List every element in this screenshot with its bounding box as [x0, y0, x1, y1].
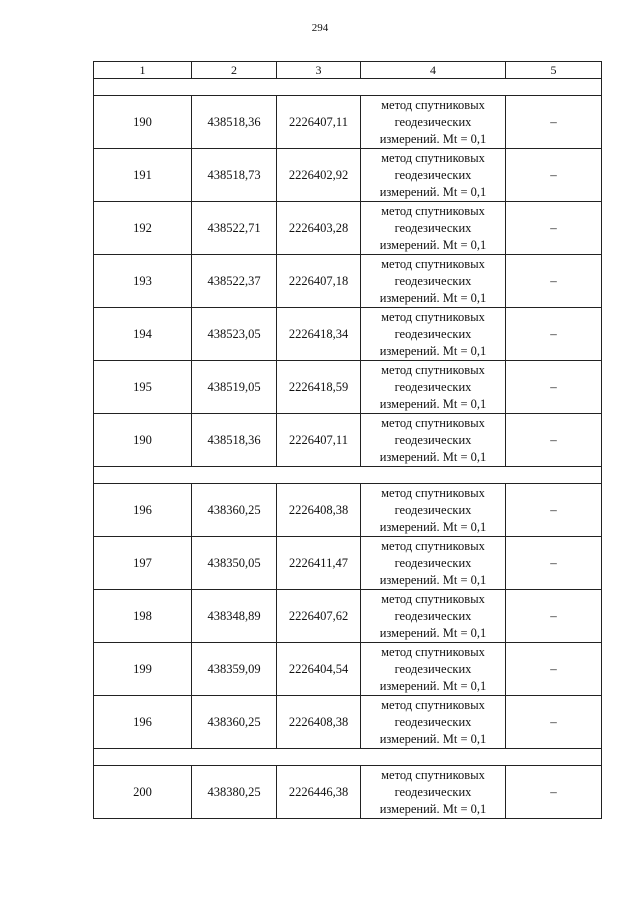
- point-number-cell: 198: [94, 590, 192, 643]
- y-coordinate-cell: 2226407,11: [277, 96, 361, 149]
- table-header-row: [94, 62, 602, 79]
- column-header: 1: [94, 62, 192, 79]
- method-line: метод спутниковых: [381, 591, 485, 606]
- y-coordinate-cell: 2226418,59: [277, 361, 361, 414]
- point-number-cell: 193: [94, 255, 192, 308]
- x-coordinate-cell: 438519,05: [192, 361, 277, 414]
- y-coordinate-cell: 2226418,34: [277, 308, 361, 361]
- table-row: [94, 414, 602, 467]
- method-line: метод спутниковых: [381, 97, 485, 112]
- method-line: геодезических: [394, 432, 472, 447]
- point-number-cell: 192: [94, 202, 192, 255]
- x-coordinate-cell: 438522,37: [192, 255, 277, 308]
- y-coordinate-cell: 2226407,18: [277, 255, 361, 308]
- method-cell: [361, 361, 506, 414]
- table-row: [94, 255, 602, 308]
- method-line: измерений. Mt = 0,1: [379, 290, 487, 305]
- point-number-cell: 190: [94, 414, 192, 467]
- method-line: метод спутниковых: [381, 362, 485, 377]
- method-line: геодезических: [394, 661, 472, 676]
- method-cell: [361, 696, 506, 749]
- table-row: [94, 149, 602, 202]
- group-separator-cell: [94, 749, 602, 766]
- method-line: метод спутниковых: [381, 150, 485, 165]
- method-cell: [361, 766, 506, 819]
- point-number-cell: 195: [94, 361, 192, 414]
- method-line: геодезических: [394, 608, 472, 623]
- point-number-cell: 194: [94, 308, 192, 361]
- point-number-cell: 197: [94, 537, 192, 590]
- method-cell: [361, 149, 506, 202]
- method-line: геодезических: [394, 379, 472, 394]
- x-coordinate-cell: 438360,25: [192, 696, 277, 749]
- point-number-cell: 199: [94, 643, 192, 696]
- method-line: измерений. Mt = 0,1: [379, 625, 487, 640]
- method-line: метод спутниковых: [381, 485, 485, 500]
- y-coordinate-cell: 2226402,92: [277, 149, 361, 202]
- note-cell: –: [506, 696, 602, 749]
- method-line: геодезических: [394, 220, 472, 235]
- method-line: измерений. Mt = 0,1: [379, 801, 487, 816]
- x-coordinate-cell: 438522,71: [192, 202, 277, 255]
- table-row: [94, 537, 602, 590]
- table-row: [94, 202, 602, 255]
- x-coordinate-cell: 438380,25: [192, 766, 277, 819]
- group-separator-cell: [94, 79, 602, 96]
- method-line: метод спутниковых: [381, 203, 485, 218]
- method-line: геодезических: [394, 502, 472, 517]
- point-number-cell: 191: [94, 149, 192, 202]
- y-coordinate-cell: 2226446,38: [277, 766, 361, 819]
- method-line: измерений. Mt = 0,1: [379, 131, 487, 146]
- y-coordinate-cell: 2226404,54: [277, 643, 361, 696]
- method-line: геодезических: [394, 714, 472, 729]
- method-line: измерений. Mt = 0,1: [379, 731, 487, 746]
- method-line: метод спутниковых: [381, 309, 485, 324]
- note-cell: –: [506, 149, 602, 202]
- x-coordinate-cell: 438518,36: [192, 414, 277, 467]
- method-line: измерений. Mt = 0,1: [379, 343, 487, 358]
- note-cell: –: [506, 537, 602, 590]
- note-cell: –: [506, 255, 602, 308]
- method-line: измерений. Mt = 0,1: [379, 396, 487, 411]
- x-coordinate-cell: 438523,05: [192, 308, 277, 361]
- group-separator-row: [94, 749, 602, 766]
- y-coordinate-cell: 2226408,38: [277, 484, 361, 537]
- note-cell: –: [506, 202, 602, 255]
- y-coordinate-cell: 2226411,47: [277, 537, 361, 590]
- table-row: [94, 484, 602, 537]
- method-line: геодезических: [394, 273, 472, 288]
- method-line: измерений. Mt = 0,1: [379, 519, 487, 534]
- x-coordinate-cell: 438348,89: [192, 590, 277, 643]
- method-line: геодезических: [394, 326, 472, 341]
- method-line: метод спутниковых: [381, 415, 485, 430]
- method-line: геодезических: [394, 114, 472, 129]
- point-number-cell: 196: [94, 696, 192, 749]
- method-line: измерений. Mt = 0,1: [379, 184, 487, 199]
- method-line: метод спутниковых: [381, 767, 485, 782]
- column-header: 3: [277, 62, 361, 79]
- note-cell: –: [506, 643, 602, 696]
- point-number-cell: 200: [94, 766, 192, 819]
- method-cell: [361, 414, 506, 467]
- x-coordinate-cell: 438360,25: [192, 484, 277, 537]
- method-cell: [361, 537, 506, 590]
- table-row: [94, 590, 602, 643]
- method-cell: [361, 255, 506, 308]
- x-coordinate-cell: 438518,73: [192, 149, 277, 202]
- y-coordinate-cell: 2226403,28: [277, 202, 361, 255]
- table-row: [94, 766, 602, 819]
- method-cell: [361, 643, 506, 696]
- method-cell: [361, 590, 506, 643]
- table-row: [94, 308, 602, 361]
- method-line: метод спутниковых: [381, 697, 485, 712]
- method-line: геодезических: [394, 784, 472, 799]
- coordinates-table-body: [94, 62, 602, 819]
- group-separator-row: [94, 467, 602, 484]
- method-line: метод спутниковых: [381, 644, 485, 659]
- method-line: метод спутниковых: [381, 256, 485, 271]
- point-number-cell: 196: [94, 484, 192, 537]
- table-row: [94, 696, 602, 749]
- page-number: 294: [311, 22, 329, 34]
- group-separator-cell: [94, 467, 602, 484]
- method-line: геодезических: [394, 167, 472, 182]
- method-line: метод спутниковых: [381, 538, 485, 553]
- column-header: 4: [361, 62, 506, 79]
- note-cell: –: [506, 361, 602, 414]
- method-line: измерений. Mt = 0,1: [379, 449, 487, 464]
- note-cell: –: [506, 308, 602, 361]
- note-cell: –: [506, 590, 602, 643]
- note-cell: –: [506, 484, 602, 537]
- table-row: [94, 361, 602, 414]
- method-line: измерений. Mt = 0,1: [379, 572, 487, 587]
- method-line: измерений. Mt = 0,1: [379, 678, 487, 693]
- x-coordinate-cell: 438518,36: [192, 96, 277, 149]
- table-row: [94, 643, 602, 696]
- column-header: 5: [506, 62, 602, 79]
- y-coordinate-cell: 2226408,38: [277, 696, 361, 749]
- note-cell: –: [506, 96, 602, 149]
- x-coordinate-cell: 438350,05: [192, 537, 277, 590]
- column-header: 2: [192, 62, 277, 79]
- method-line: измерений. Mt = 0,1: [379, 237, 487, 252]
- coordinates-table: [93, 61, 602, 819]
- x-coordinate-cell: 438359,09: [192, 643, 277, 696]
- y-coordinate-cell: 2226407,11: [277, 414, 361, 467]
- point-number-cell: 190: [94, 96, 192, 149]
- method-cell: [361, 308, 506, 361]
- method-cell: [361, 96, 506, 149]
- y-coordinate-cell: 2226407,62: [277, 590, 361, 643]
- method-line: геодезических: [394, 555, 472, 570]
- method-cell: [361, 484, 506, 537]
- note-cell: –: [506, 766, 602, 819]
- note-cell: –: [506, 414, 602, 467]
- group-separator-row: [94, 79, 602, 96]
- table-row: [94, 96, 602, 149]
- method-cell: [361, 202, 506, 255]
